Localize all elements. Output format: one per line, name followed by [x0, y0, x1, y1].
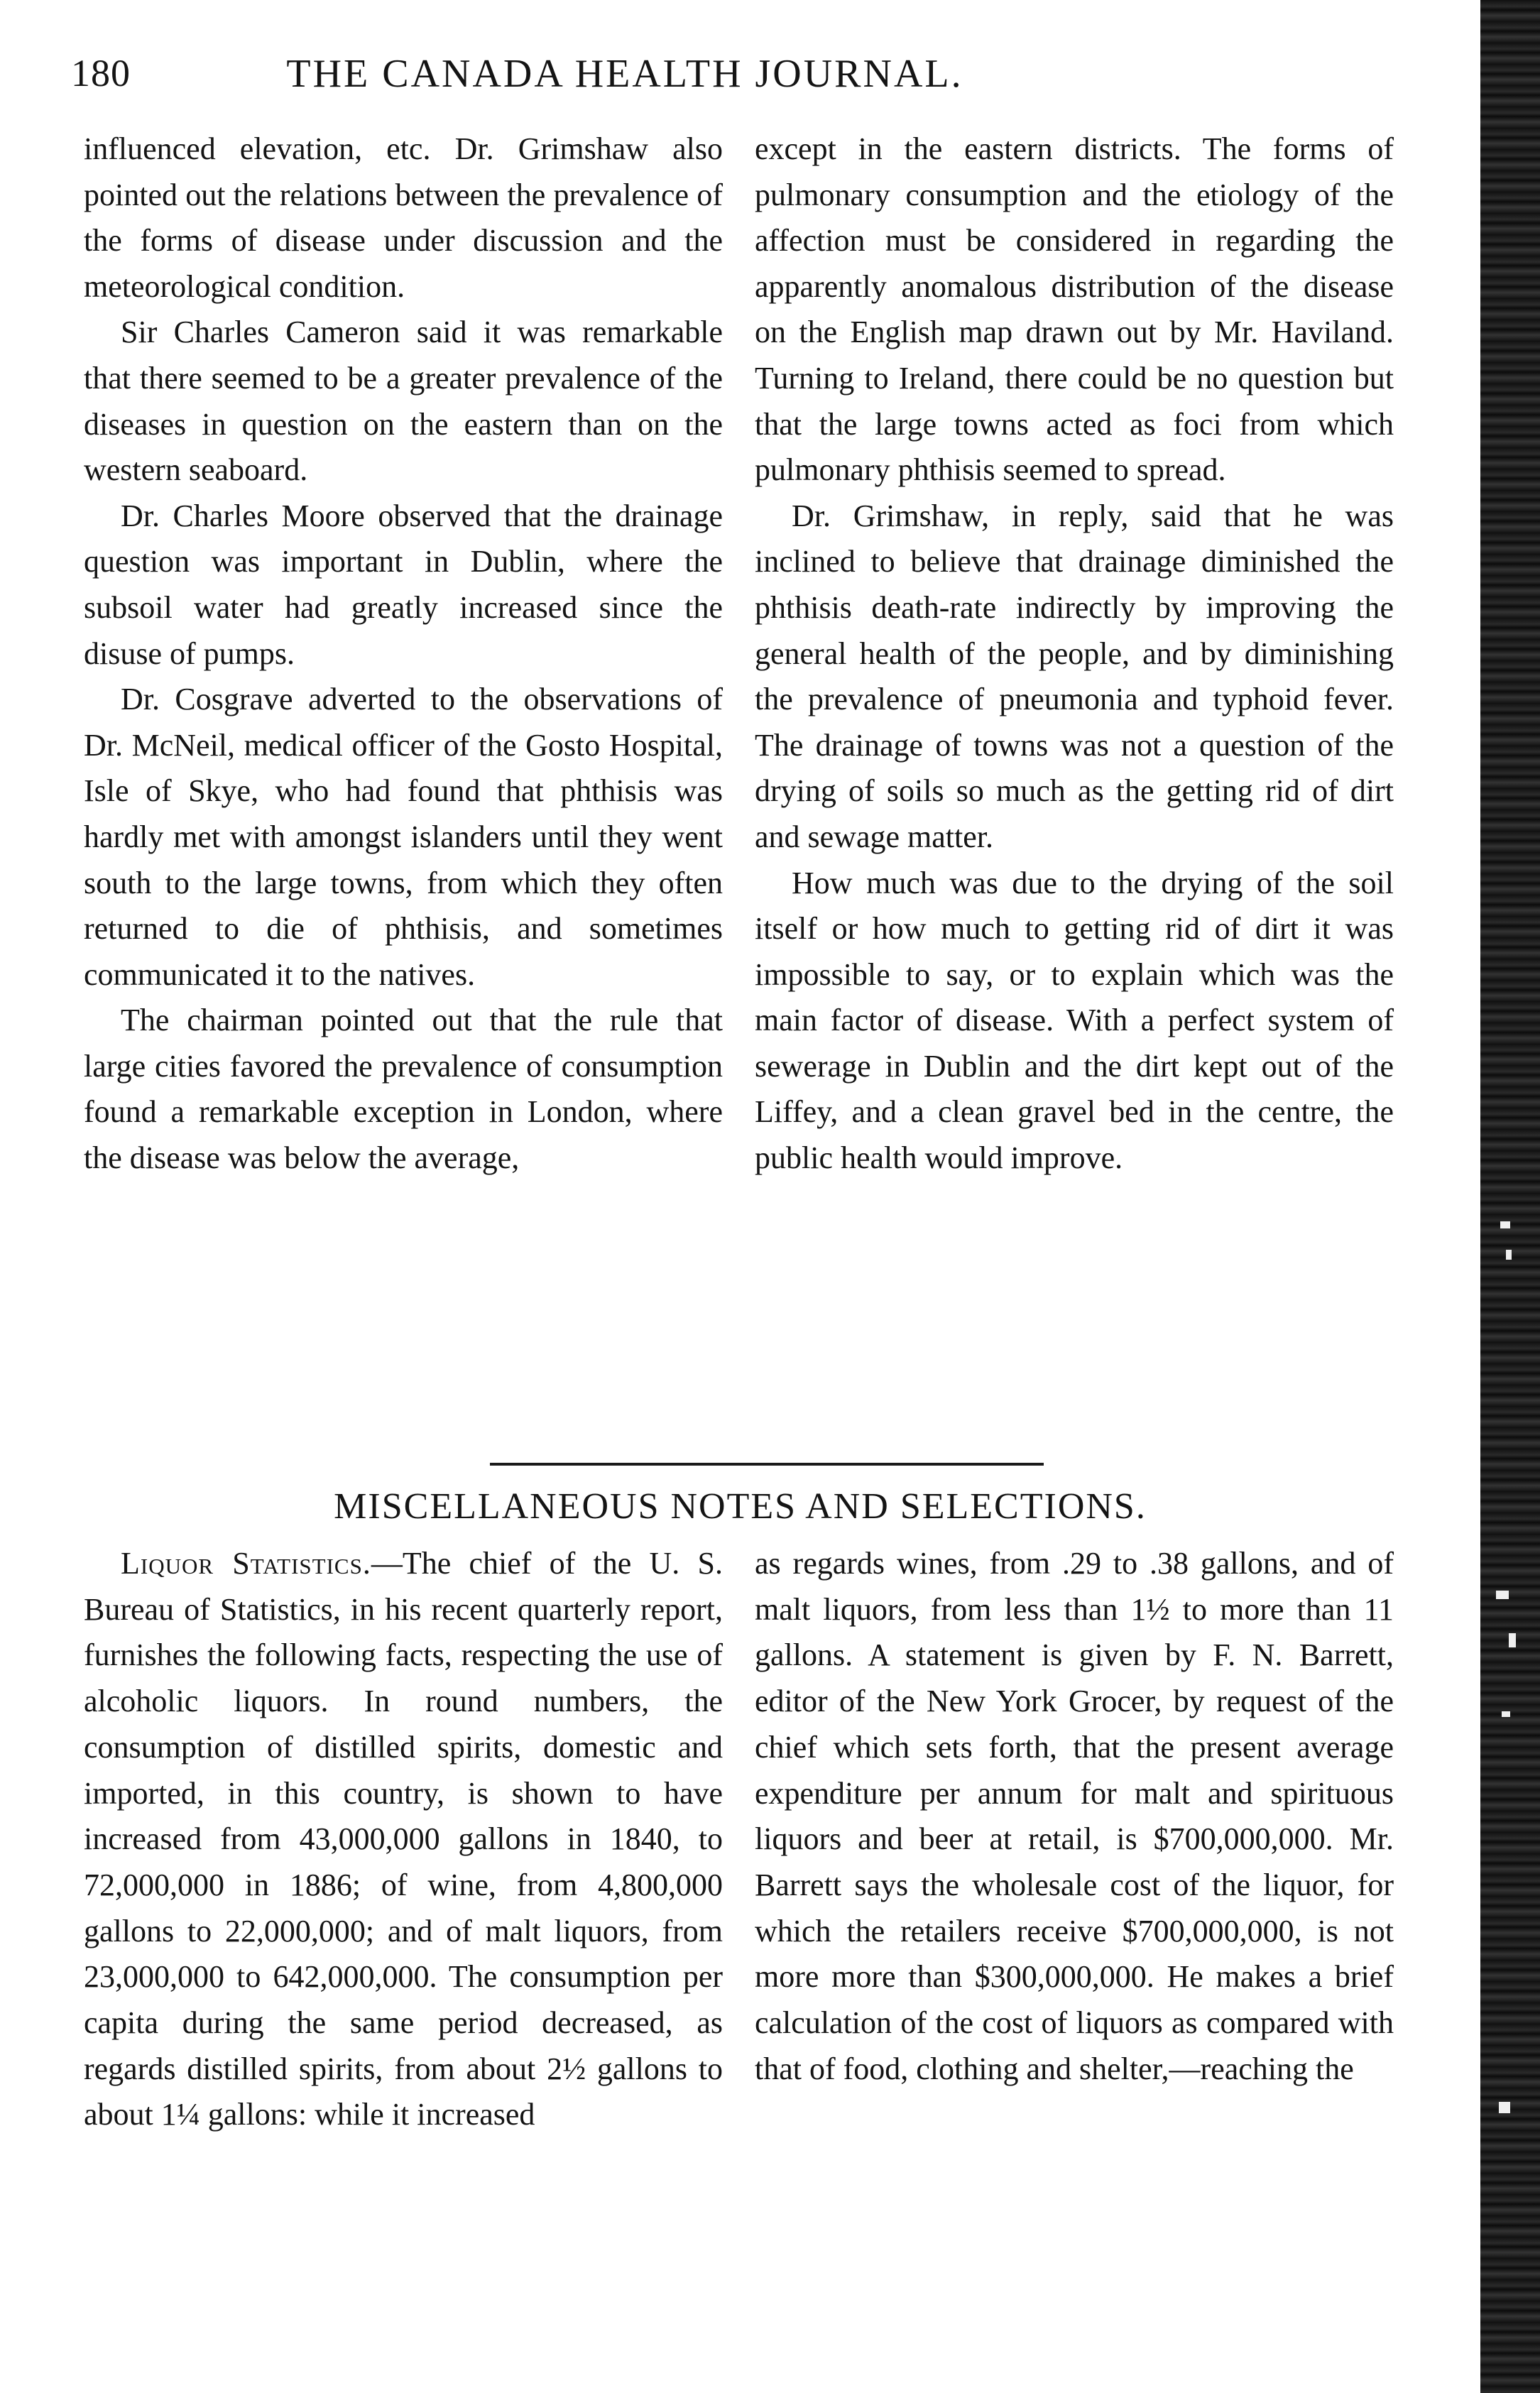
paragraph: How much was due to the drying of the soil itself or how much to getting rid of dirt it was impossible to say, or to explain which was the main factor of disease. With a perfect system of sewerage in Dublin and the dirt kept out of the Liffey, and a clean gravel bed in the centre, the public health would improve.: [755, 865, 1394, 1176]
paragraph: as regards wines, from .29 to .38 gallons, and of malt liquors, from less than 1½ to more than 11 gallons. A statement is given by F. N. Barrett, editor of the New York Grocer, by request of the chief which sets forth, that the present average expenditure per annum for malt and spirituous liquors and beer at retail, is $700,000,000. Mr. Barrett says the wholesale cost of the liquor, for which the retailers receive $700,000,000, is not more more than $300,000,000. He makes a brief calculation of the cost of liquors as compared with that of food, clothing and shelter,—reaching the: [755, 1546, 1394, 2086]
edge-fleck: [1506, 1250, 1512, 1260]
paragraph: Dr. Charles Moore observed that the drainage question was important in Dublin, where the subsoil water had greatly increased since the disuse of pumps.: [84, 498, 723, 671]
page-number: 180: [71, 52, 131, 94]
paragraph: influenced elevation, etc. Dr. Grimshaw also pointed out the relations between the prevalence of the forms of disease under discussion and the meteorological condition.: [84, 131, 723, 304]
running-head: THE CANADA HEALTH JOURNAL.: [286, 52, 963, 96]
edge-fleck: [1502, 1711, 1510, 1717]
paragraph: Sir Charles Cameron said it was remarkable that there seemed to be a greater prevalence of the diseases in question on the eastern than on the western seaboard.: [84, 315, 723, 488]
paragraph: [84, 1541, 723, 2138]
paragraph: Dr. Cosgrave adverted to the observations of Dr. McNeil, medical officer of the Gosto Hospital, Isle of Skye, who had found that phthisis was hardly met with amongst islanders until they went south to the large towns, from which they often returned to die of phthisis, and sometimes communicated it to the natives.: [84, 682, 723, 992]
notes-column-right: [755, 1541, 1394, 2092]
edge-fleck: [1496, 1591, 1509, 1599]
note-lead-title: Liquor Statistics.: [121, 1546, 371, 1581]
paragraph: The chairman pointed out that the rule that large cities favored the prevalence of consumption found a remarkable exception in London, where the disease was below the average,: [84, 1003, 723, 1176]
article-column-right: [755, 126, 1394, 1182]
section-heading: MISCELLANEOUS NOTES AND SELECTIONS.: [334, 1486, 1147, 1527]
paragraph: except in the eastern districts. The forms of pulmonary consumption and the etiology of the affection must be considered in regarding the apparently anomalous distribution of the disease on the English map drawn out by Mr. Haviland. Turning to Ireland, there could be no question but that the large towns acted as foci from which pulmonary phthisis seemed to spread.: [755, 131, 1394, 488]
edge-fleck: [1499, 2102, 1510, 2113]
page-header: [71, 51, 1420, 101]
scan-binding-edge: [1480, 0, 1540, 2393]
edge-fleck: [1509, 1633, 1516, 1647]
note-body: —The chief of the U. S. Bureau of Statistics, in his recent quarterly report, furnishes the following facts, respecting the use of alcoholic liquors. In round numbers, the consumption of distilled spirits, domestic and imported, in this country, is shown to have increased from 43,000,000 gallons in 1840, to 72,000,000 in 1886; of wine, from 4,800,000 gallons to 22,000,000; and of malt liquors, from 23,000,000 to 642,000,000. The consumption per capita during the same period decreased, as regards distilled spirits, from about 2½ gallons to about 1¼ gallons: while it increased: [84, 1546, 723, 2132]
article-column-left: [84, 126, 723, 1182]
notes-column-left: [84, 1541, 723, 2138]
section-divider: [490, 1463, 1044, 1466]
edge-fleck: [1500, 1221, 1510, 1228]
paragraph: Dr. Grimshaw, in reply, said that he was inclined to believe that drainage diminished the phthisis death-rate indirectly by improving the general health of the people, and by diminishing the prevalence of pneumonia and typhoid fever. The drainage of towns was not a question of the drying of soils so much as the getting rid of dirt and sewage matter.: [755, 498, 1394, 854]
